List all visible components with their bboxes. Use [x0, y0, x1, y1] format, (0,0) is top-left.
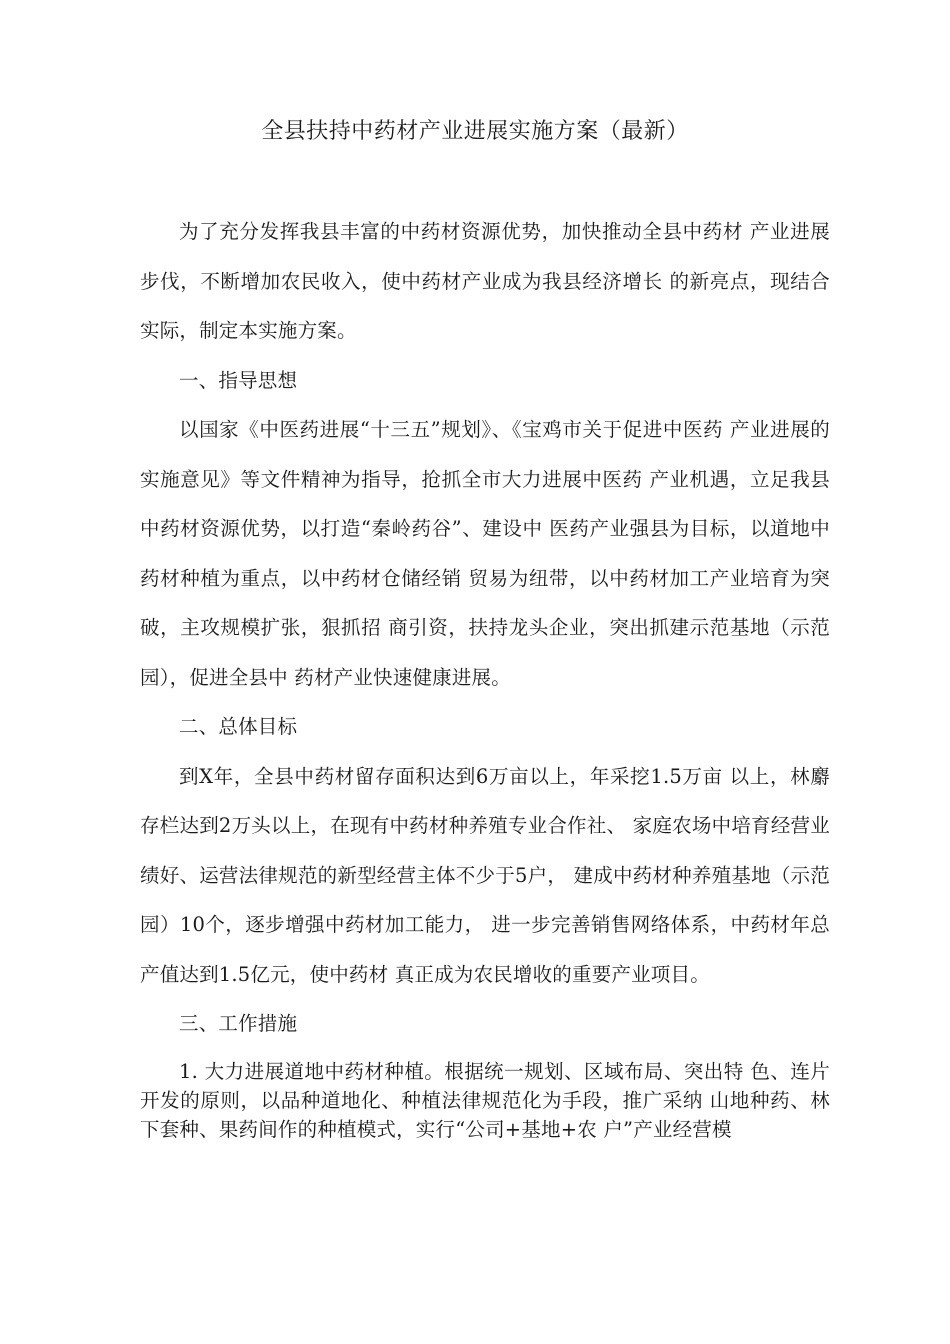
- section-heading-overall-goals: 二、总体目标: [179, 715, 298, 738]
- section-heading-guiding-ideology: 一、指导思想: [179, 368, 298, 392]
- document-body: [140, 207, 830, 1144]
- guiding-ideology-paragraph: 以国家《中医药进展“十三五”规划》、《宝鸡市关于促进中医药 产业进展的实施意见》等文件精神为指导，抢抓全市大力进展中医药 产业机遇，立足我县中药材资源优势，以打造“秦岭药谷”、建设中 医药产业强县为目标，以道地中药材种植为重点，以中药材仓储经销 贸易为纽带，以中药材加工产业培育为突破，主攻规模扩张，狠抓招 商引资，扶持龙头企业，突出抓建示范基地（示范园），促进全县中 药材产业快速健康进展。: [140, 418, 830, 689]
- spacer: [140, 1049, 830, 1057]
- work-measure-item-1: 1. 大力进展道地中药材种植。根据统一规划、区域布局、突出特 色、连片开发的原则，以品种道地化、种植法律规范化为手段，推广采纳 山地种药、林下套种、果药间作的种植模式，实行“公司+基地+农 户”产业经营模: [140, 1059, 830, 1141]
- document-title: 全县扶持中药材产业进展实施方案（最新）: [261, 119, 689, 144]
- intro-paragraph: 为了充分发挥我县丰富的中药材资源优势，加快推动全县中药材 产业进展步伐，不断增加农民收入，使中药材产业成为我县经济增长 的新亮点，现结合实际，制定本实施方案。: [140, 220, 830, 342]
- section-heading-work-measures: 三、工作措施: [179, 1012, 298, 1035]
- overall-goals-paragraph: 到X年，全县中药材留存面积达到6万亩以上，年采挖1.5万亩 以上，林麝存栏达到2万头以上，在现有中药材种养殖专业合作社、 家庭农场中培育经营业绩好、运营法律规范的新型经营主体不少于5户， 建成中药材种养殖基地（示范园）10个，逐步增强中药材加工能力， 进一步完善销售网络体系，中药材年总产值达到1.5亿元，使中药材 真正成为农民增收的重要产业项目。: [140, 764, 830, 986]
